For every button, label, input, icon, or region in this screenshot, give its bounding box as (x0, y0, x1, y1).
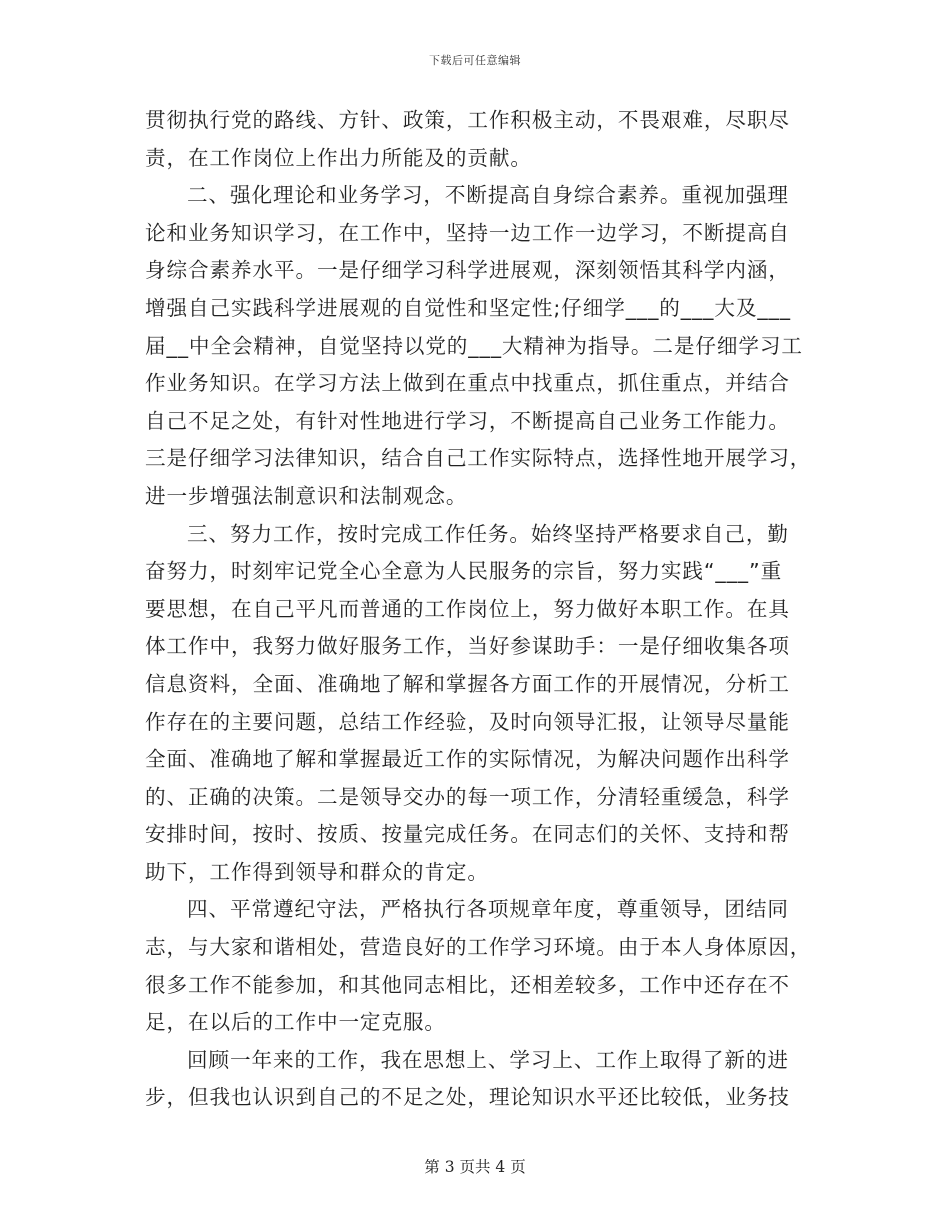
text-line: 的、正确的决策。二是领导交办的每一项工作，分清轻重缓急，科学 (145, 784, 790, 809)
text-line: 步，但我也认识到自己的不足之处，理论知识水平还比较低，业务技 (145, 1085, 790, 1110)
text-line: 很多工作不能参加，和其他同志相比，还相差较多，工作中还存在不 (145, 972, 790, 997)
page-number: 第 3 页共 4 页 (424, 1158, 526, 1176)
text-line: 全面、准确地了解和掌握最近工作的实际情况，为解决问题作出科学 (145, 747, 790, 772)
text-line: 届__中全会精神，自觉坚持以党的___大精神为指导。二是仔细学习工 (145, 333, 803, 358)
text-line: 志，与大家和谐相处，营造良好的工作学习环境。由于本人身体原因， (145, 935, 812, 960)
text-line: 作存在的主要问题，总结工作经验，及时向领导汇报，让领导尽量能 (145, 709, 790, 734)
text-line: 进一步增强法制意识和法制观念。 (145, 483, 468, 508)
text-line: 身综合素养水平。一是仔细学习科学进展观，深刻领悟其科学内涵， (145, 258, 790, 283)
text-line: 贯彻执行党的路线、方针、政策，工作积极主动，不畏艰难，尽职尽 (145, 108, 790, 132)
text-line: 安排时间，按时、按质、按量完成任务。在同志们的关怀、支持和帮 (145, 822, 790, 847)
page-header: 下载后可任意编辑 (429, 54, 521, 67)
text-line: 三是仔细学习法律知识，结合自己工作实际特点，选择性地开展学习， (145, 446, 812, 471)
text-line: 奋努力，时刻牢记党全心全意为人民服务的宗旨，努力实践“___”重 (145, 559, 783, 584)
text-line: 三、努力工作，按时完成工作任务。始终坚持严格要求自己，勤 (187, 521, 789, 546)
text-line: 信息资料，全面、准确地了解和掌握各方面工作的开展情况，分析工 (145, 671, 790, 696)
document-body (145, 102, 812, 1117)
text-line: 要思想，在自己平凡而普通的工作岗位上，努力做好本职工作。在具 (145, 596, 790, 621)
text-line: 回顾一年来的工作，我在思想上、学习上、工作上取得了新的进 (187, 1047, 789, 1072)
text-line: 论和业务知识学习，在工作中，坚持一边工作一边学习，不断提高自 (145, 220, 790, 245)
text-line: 助下，工作得到领导和群众的肯定。 (145, 859, 489, 884)
text-line: 二、强化理论和业务学习，不断提高自身综合素养。重视加强理 (187, 183, 789, 208)
text-line: 增强自己实践科学进展观的自觉性和坚定性;仔细学___的___大及___ (145, 295, 791, 320)
text-line: 四、平常遵纪守法，严格执行各项规章年度，尊重领导，团结同 (187, 897, 789, 922)
text-line: 作业务知识。在学习方法上做到在重点中找重点，抓住重点，并结合 (145, 371, 790, 396)
text-line: 自己不足之处，有针对性地进行学习，不断提高自己业务工作能力。 (145, 408, 790, 433)
text-line: 责，在工作岗位上作出力所能及的贡献。 (145, 145, 532, 170)
text-line: 足，在以后的工作中一定克服。 (145, 1010, 446, 1035)
text-line: 体工作中，我努力做好服务工作，当好参谋助手：一是仔细收集各项 (145, 634, 790, 659)
